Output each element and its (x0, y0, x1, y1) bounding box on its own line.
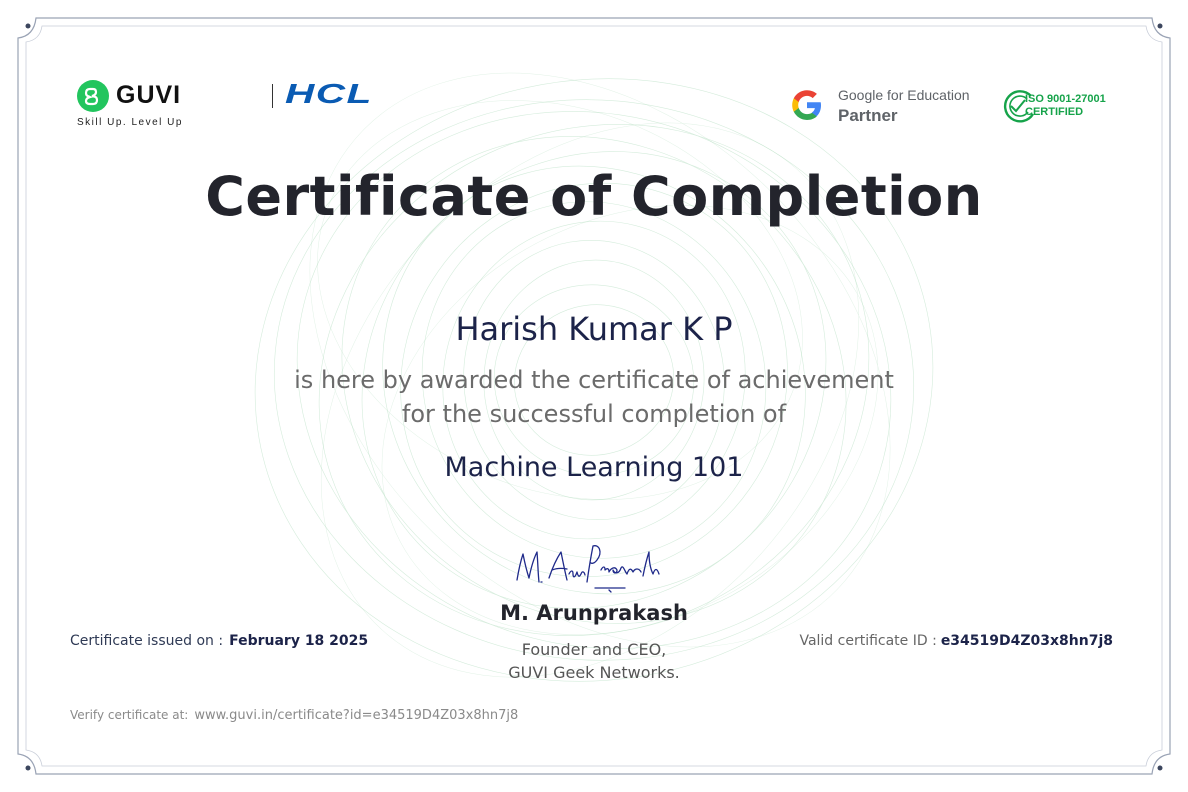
verify-label: Verify certificate at: (70, 708, 189, 722)
signatory-name: M. Arunprakash (500, 601, 688, 625)
issue-date-value: February 18 2025 (229, 633, 369, 649)
issue-date-label: Certificate issued on : (70, 633, 224, 649)
guvi-tagline: Skill Up. Level Up (77, 117, 183, 128)
guvi-logo-icon (77, 80, 109, 112)
issue-date-block (70, 633, 368, 649)
hcl-wordmark: HCL (285, 78, 373, 109)
verify-block (70, 708, 518, 723)
signatory-title-line1: Founder and CEO, (521, 640, 667, 659)
verify-url-link[interactable]: www.guvi.in/certificate?id=e34519D4Z03x8hn7j8 (194, 708, 519, 723)
google-badge-line2: Partner (838, 106, 898, 125)
iso-certified-badge (1003, 88, 1118, 124)
award-statement-line1: is here by awarded the certificate of achievement (294, 366, 894, 394)
logo-divider (272, 84, 273, 108)
recipient-name: Harish Kumar K P (455, 310, 733, 348)
google-badge-line1: Google for Education (838, 87, 970, 103)
certificate-id-block (799, 633, 1113, 649)
certificate-title: Certificate of Completion (205, 165, 983, 228)
guvi-wordmark: GUVI (116, 81, 182, 109)
google-g-icon (790, 88, 824, 122)
award-statement-line2: for the successful completion of (401, 400, 787, 428)
course-name: Machine Learning 101 (444, 452, 744, 483)
certificate-id-label: Valid certificate ID : (799, 633, 937, 649)
signatory-title-line2: GUVI Geek Networks. (508, 663, 680, 682)
iso-badge-line1: ISO 9001-27001 (1025, 93, 1106, 105)
iso-badge-line2: CERTIFIED (1025, 106, 1084, 118)
guvi-hcl-logo (77, 78, 373, 130)
google-education-partner-badge (790, 86, 990, 126)
signature-image (505, 538, 685, 600)
certificate-id-value: e34519D4Z03x8hn7j8 (940, 633, 1113, 649)
